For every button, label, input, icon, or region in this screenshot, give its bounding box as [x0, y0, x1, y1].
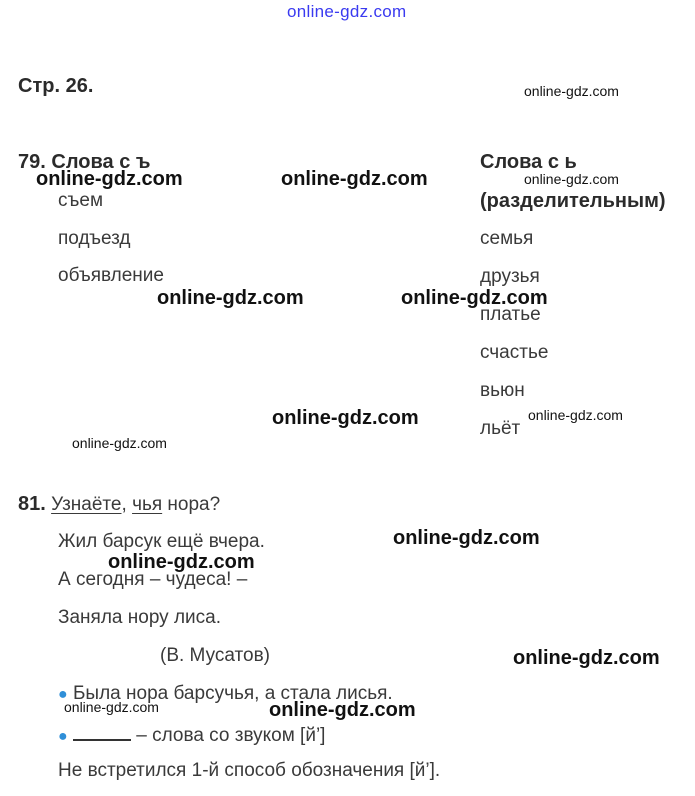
bullet-icon: ● — [58, 728, 68, 745]
bullet-line-1 — [58, 683, 393, 705]
exercise-79-heading — [18, 151, 150, 174]
watermark: online-gdz.com — [108, 551, 255, 573]
watermark: online-gdz.com — [401, 287, 548, 309]
bullet-line-2 — [58, 721, 325, 747]
watermark-top: online-gdz.com — [287, 2, 407, 21]
title-comma: , — [121, 494, 133, 515]
left-word: подъезд — [58, 228, 131, 249]
exercise-81-heading — [18, 493, 220, 516]
watermark: online-gdz.com — [528, 407, 623, 423]
right-word: льёт — [480, 418, 521, 439]
poem-line: Заняла нору лиса. — [58, 607, 221, 628]
exercise-number: 81. — [18, 493, 46, 515]
title-rest: нора? — [162, 494, 221, 515]
bullet-text: Была нора барсучья, а стала лисья. — [72, 683, 393, 704]
poem-line: Жил барсук ещё вчера. — [58, 531, 265, 552]
right-word: вьюн — [480, 380, 525, 401]
right-column-title: Слова с ь — [480, 151, 577, 173]
poem-author: (В. Мусатов) — [160, 645, 271, 666]
right-column-subtitle: (разделительным) — [480, 190, 666, 212]
left-column-title: Слова с ъ — [51, 151, 151, 173]
answer-blank — [73, 721, 131, 741]
watermark: online-gdz.com — [513, 647, 660, 669]
page-label: Стр. 26. — [18, 75, 94, 97]
bullet-icon: ● — [58, 686, 68, 703]
left-word: объявление — [58, 265, 164, 286]
watermark: online-gdz.com — [269, 699, 416, 721]
watermark: online-gdz.com — [524, 83, 619, 99]
watermark: online-gdz.com — [281, 168, 428, 190]
watermark: online-gdz.com — [157, 287, 304, 309]
watermark: online-gdz.com — [272, 407, 419, 429]
poem-line: А сегодня – чудеса! – — [58, 569, 248, 590]
title-word-underlined: Узнаёте — [51, 494, 122, 515]
watermark: online-gdz.com — [393, 527, 540, 549]
left-word: съем — [58, 190, 104, 211]
watermark: online-gdz.com — [36, 168, 183, 190]
bullet-text: – слова со звуком [й’] — [130, 725, 326, 746]
watermark: online-gdz.com — [72, 435, 167, 451]
watermark: online-gdz.com — [524, 171, 619, 187]
right-word: семья — [480, 228, 534, 249]
exercise-number: 79. — [18, 151, 46, 173]
watermark: online-gdz.com — [64, 699, 159, 715]
conclusion-text: Не встретился 1-й способ обозначения [й’]. — [58, 760, 441, 781]
right-word: платье — [480, 304, 541, 325]
right-word: друзья — [480, 266, 540, 287]
right-word: счастье — [480, 342, 549, 363]
title-word-underlined: чья — [132, 494, 163, 515]
